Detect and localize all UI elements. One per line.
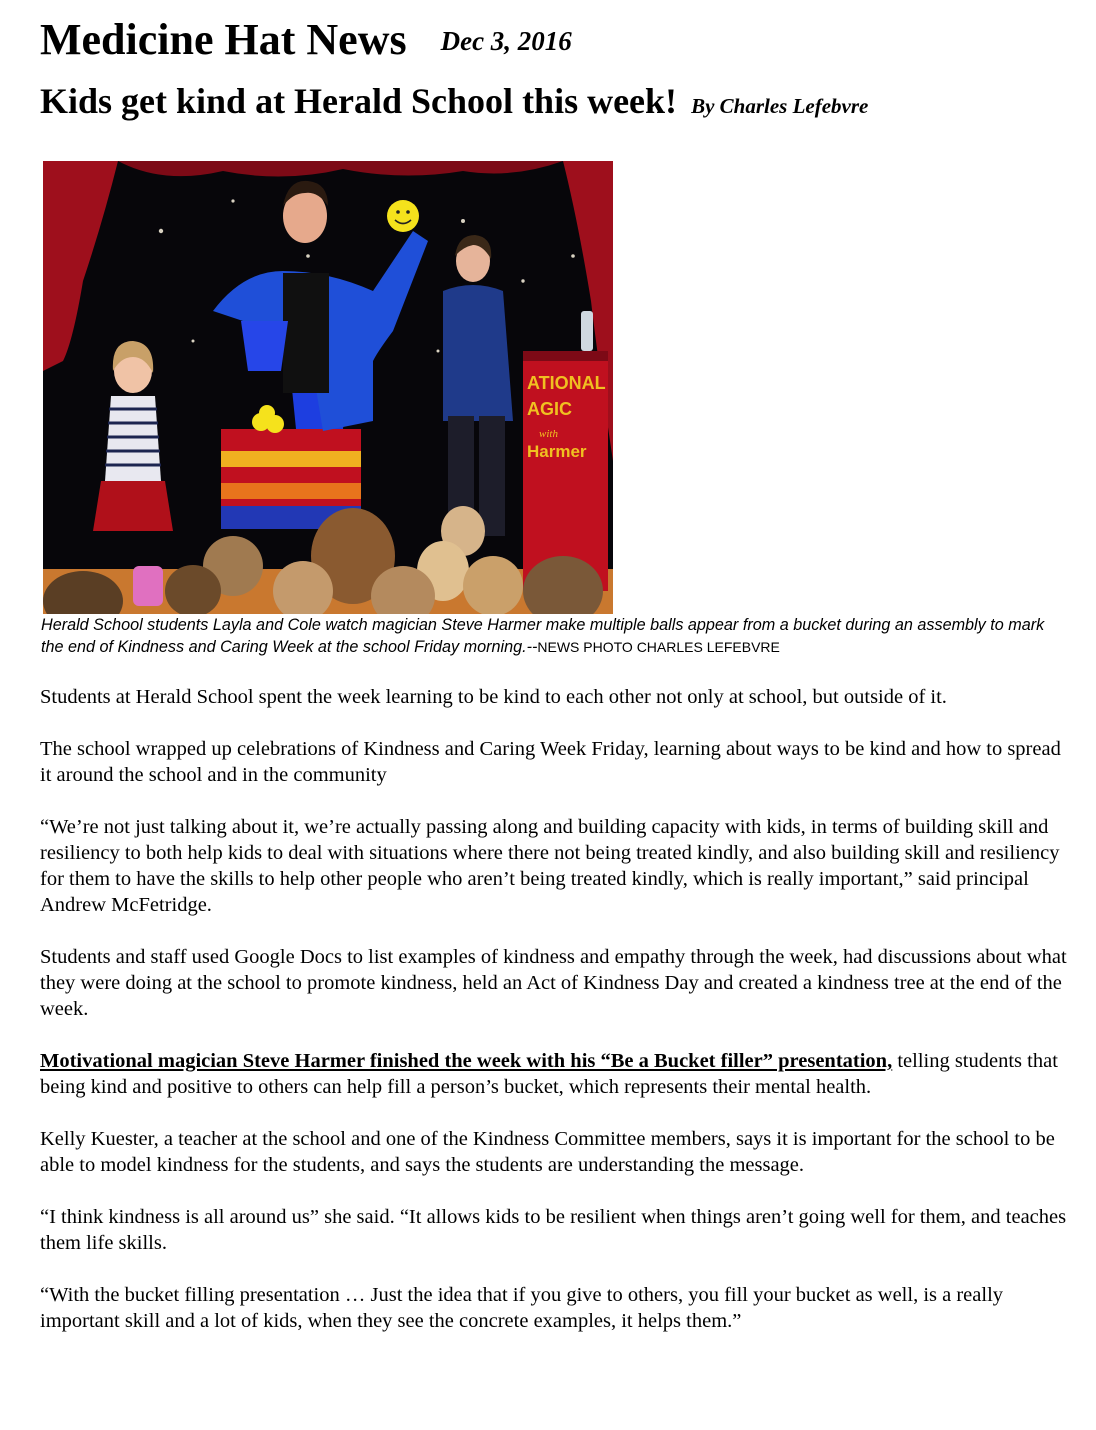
banner-text-3: with [539,428,558,440]
paragraph-1: Students at Herald School spent the week learning to be kind to each other not only at school, but outside of it. [40,686,947,708]
paragraph-4: Students and staff used Google Docs to list examples of kindness and empathy through the week, had discussions about what they were doing at the school to promote kindness, held an Act of Kindness Day and created a kindness tree at the end of the week. [40,946,1067,1020]
photo-credit: NEWS PHOTO CHARLES LEFEBVRE [537,639,780,655]
caption-text: Herald School students Layla and Cole watch magician Steve Harmer make multiple balls appear from a bucket during an assembly to mark the end of Kindness and Caring Week at the school Friday morning.-- [41,616,1045,656]
paragraph-2: The school wrapped up celebrations of Kindness and Caring Week Friday, learning about ways to be kind and how to spread it around the school and in the community [40,738,1061,786]
article-body [40,684,1070,1360]
paragraph-5 [40,1048,1070,1100]
masthead [40,14,572,66]
paragraph-5-rest: telling students that being kind and positive to others can help fill a person’s bucket, which represents their mental health. [40,1050,1058,1098]
banner-text-2: AGIC [527,399,572,419]
photo-caption [41,614,1071,658]
article-photo [43,161,613,614]
banner-text-4: Harmer [527,442,587,461]
paragraph-3: “We’re not just talking about it, we’re actually passing along and building capacity with kids, in terms of building skill and resiliency to both help kids to deal with situations where there not being treated kindly, and also building skill and resiliency for them to have the skills to help other people who aren’t being treated kindly, which is really important,” said principal Andrew McFetridge. [40,816,1060,916]
article-byline: By Charles Lefebvre [691,94,869,118]
newspaper-name: Medicine Hat News [40,15,407,64]
paragraph-6: Kelly Kuester, a teacher at the school and one of the Kindness Committee members, says it is important for the school to be able to model kindness for the students, and says the students are understanding the message. [40,1128,1055,1176]
paragraph-8: “With the bucket filling presentation … Just the idea that if you give to others, you fill your bucket as well, is a really important skill and a lot of kids, when they see the concrete examples, it helps them.” [40,1284,1004,1332]
banner-text-1: ATIONAL [527,373,606,393]
paragraph-7: “I think kindness is all around us” she said. “It allows kids to be resilient when things aren’t going well for them, and teaches them life skills. [40,1206,1067,1254]
article-headline: Kids get kind at Herald School this week! [40,81,678,121]
paragraph-5-lead: Motivational magician Steve Harmer finished the week with his “Be a Bucket filler” presentation, [40,1050,893,1072]
headline-row [40,80,868,122]
publication-date: Dec 3, 2016 [440,26,572,56]
